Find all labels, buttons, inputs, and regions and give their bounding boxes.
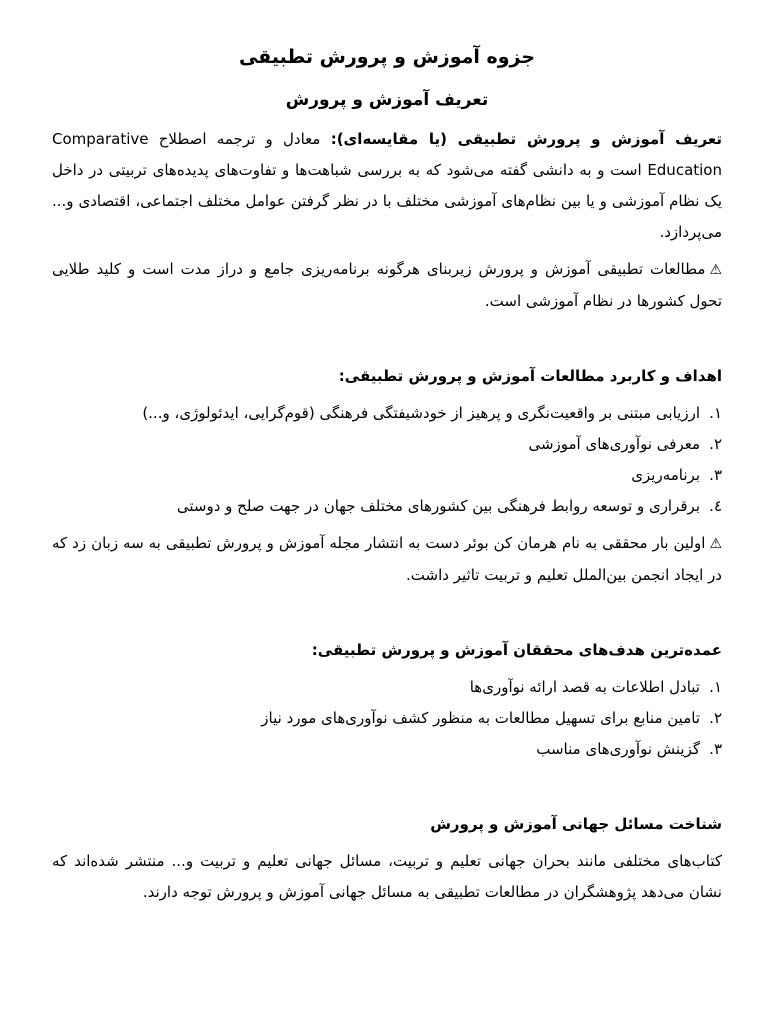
global-issues-paragraph: کتاب‌های مختلفی مانند بحران جهانی تعلیم و تربیت، مسائل جهانی تعلیم و تربیت و... منتشر شده‌اند که نشان می‌دهد پژوهشگران در مطالعات تطبیقی به مسائل جهانی آموزش و پرورش توجه دارند.	[52, 852, 722, 902]
section-title: تعریف آموزش و پرورش	[285, 89, 489, 110]
warning-icon: ⚠	[709, 262, 722, 279]
list-text: برقراری و توسعه روابط فرهنگی بین کشورهای مختلف جهان در جهت صلح و دوستی	[176, 497, 700, 516]
definition-paragraph	[52, 124, 722, 248]
list-item	[52, 703, 722, 734]
note-2	[52, 528, 722, 591]
list-text: تامین منابع برای تسهیل مطالعات به منظور کشف نوآوری‌های مورد نیاز	[261, 709, 700, 728]
list-item	[52, 734, 722, 765]
list-number: ۳.	[709, 466, 722, 485]
list-number: ٤.	[709, 497, 722, 516]
list-number: ۱.	[709, 404, 722, 423]
definition-lead: تعریف آموزش و پرورش تطبیقی (یا مقایسه‌ای):	[330, 130, 722, 149]
researcher-goals-list	[52, 672, 722, 765]
note-2-text: اولین بار محققی به نام هرمان کن بوئر دست به انتشار مجله آموزش و پرورش تطبیقی به سه زبان زد که در ایجاد انجمن بین‌الملل تعلیم و تربیت تاثیر داشت.	[52, 534, 722, 585]
definition-text-before: معادل و ترجمه اصطلاح	[148, 130, 331, 149]
goals-list	[52, 398, 722, 522]
goals-heading: اهداف و کاربرد مطالعات آموزش و پرورش تطبیقی:	[338, 367, 722, 386]
list-text: معرفی نوآوری‌های آموزشی	[528, 435, 700, 454]
list-text: گزینش نوآوری‌های مناسب	[536, 740, 700, 759]
list-text: برنامه‌ریزی	[631, 466, 700, 485]
list-text: تبادل اطلاعات به قصد ارائه نوآوری‌ها	[469, 678, 700, 697]
note-1-text: مطالعات تطبیقی آموزش و پرورش زیربنای هرگونه برنامه‌ریزی جامع و دراز مدت است و کلید طلایی تحول کشورها در نظام آموزشی است.	[52, 260, 722, 311]
list-text: ارزیابی مبتنی بر واقعیت‌نگری و پرهیز از خودشیفتگی فرهنگی (قوم‌گرایی، ایدئولوژی، و...)	[142, 404, 700, 423]
researcher-goals-heading: عمده‌ترین هدف‌های محققان آموزش و پرورش تطبیقی:	[311, 641, 722, 660]
document-title: جزوه آموزش و پرورش تطبیقی	[238, 46, 536, 68]
list-item	[52, 672, 722, 703]
definition-term: Comparative Education	[52, 130, 722, 180]
list-item	[52, 429, 722, 460]
list-number: ۲.	[709, 435, 722, 454]
note-1	[52, 254, 722, 317]
list-item	[52, 460, 722, 491]
list-number: ۱.	[709, 678, 722, 697]
warning-icon: ⚠	[709, 536, 722, 553]
list-number: ۲.	[709, 709, 722, 728]
list-number: ۳.	[709, 740, 722, 759]
list-item	[52, 398, 722, 429]
definition-text-after: است و به دانشی گفته می‌شود که به بررسی شباهت‌ها و تفاوت‌های پدیده‌های تربیتی در داخل یک نظام آموزشی و یا بین نظام‌های آموزشی مختلف با در نظر گرفتن عوامل مختلف اجتماعی، اقتصادی و... می‌پردازد.	[52, 161, 722, 242]
list-item	[52, 491, 722, 522]
global-issues-heading: شناخت مسائل جهانی آموزش و پرورش	[430, 815, 722, 834]
